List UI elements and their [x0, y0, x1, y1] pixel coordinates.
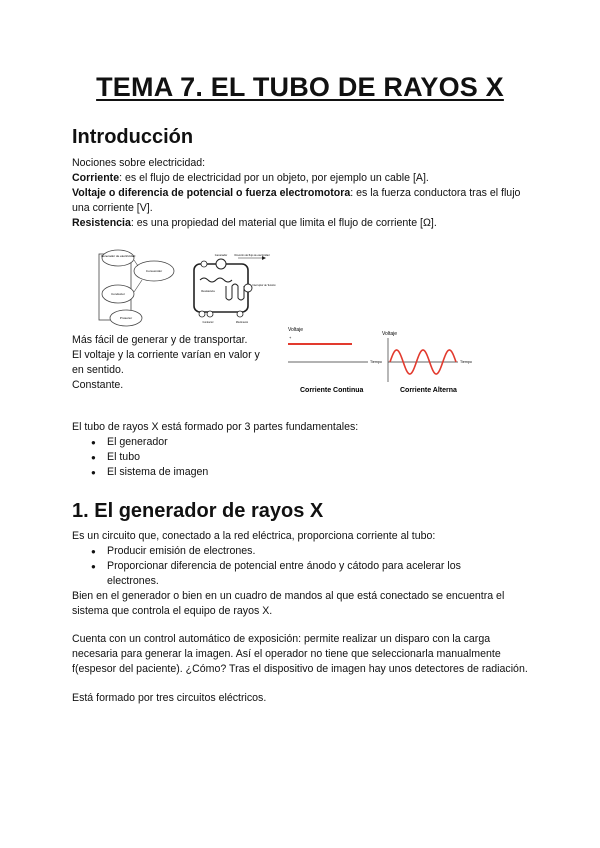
note-line: El voltaje y la corriente varían en valor y en sentido.: [72, 349, 260, 376]
dc-ac-current-figure: [282, 322, 470, 396]
circuit-label: Dirección del flujo de electricidad: [234, 254, 270, 257]
circuit-concept-diagram: [96, 246, 178, 328]
resistance-symbol: [200, 278, 232, 282]
section1-paragraph: Es un circuito que, conectado a la red eléctrica, proporciona corriente al tubo:: [72, 530, 436, 542]
svg-text:+: +: [289, 335, 292, 340]
coil-symbol: [226, 284, 244, 300]
note-line: Constante.: [72, 379, 124, 391]
circuit-label: Generador: [214, 254, 228, 257]
voltaje-term: Voltaje o diferencia de potencial o fuerza electromotora: [72, 187, 351, 199]
concept-label: Generador de electricidad: [100, 254, 136, 258]
generator-symbol: [216, 259, 226, 269]
intro-heading: Introducción: [72, 126, 194, 148]
list-item: ● El sistema de imagen: [72, 465, 492, 480]
resistencia-text: : es una propiedad del material que limita el flujo de corriente [Ω].: [130, 217, 437, 229]
parts-list: [72, 435, 492, 480]
corriente-term: Corriente: [72, 172, 120, 184]
generator-functions-list: [72, 544, 492, 589]
list-item: ● El tubo: [72, 450, 492, 465]
switch-symbol: [244, 284, 252, 292]
page-title: TEMA 7. EL TUBO DE RAYOS X: [96, 72, 504, 102]
section1-heading: 1. El generador de rayos X: [72, 500, 324, 522]
circuit-wire: [194, 264, 248, 312]
intro-paragraph: [72, 156, 532, 231]
list-item: ● Proporcionar diferencia de potencial entre ánodo y cátodo para acelerar los electrones.: [72, 559, 492, 589]
circuit-label: Movimiento: [235, 321, 249, 324]
parts-intro: El tubo de rayos X está formado por 3 partes fundamentales:: [72, 421, 359, 433]
circuit-label: Conductor: [202, 321, 214, 324]
corriente-definition: [72, 171, 532, 186]
concept-label: Protector: [119, 316, 133, 320]
dc-voltage-label: Voltaje: [288, 327, 304, 333]
concept-label: Consumidor: [145, 269, 163, 273]
section1-paragraph: Está formado por tres circuitos eléctricos.: [72, 692, 267, 704]
electric-circuit-diagram: [186, 252, 276, 326]
resistencia-term: Resistencia: [72, 217, 131, 229]
dc-caption: Corriente Continua: [300, 387, 364, 394]
corriente-text: : es el flujo de electricidad por un objeto, por ejemplo un cable [A].: [119, 172, 429, 184]
circuit-label: Resistencia: [201, 290, 215, 293]
ac-caption: Corriente Alterna: [400, 387, 457, 394]
concept-node-generator: [102, 250, 134, 266]
ac-time-label: Tiempo: [460, 360, 472, 364]
ac-voltage-label: Voltaje: [382, 331, 398, 337]
list-item: ● El generador: [72, 435, 492, 450]
circuit-label: Interruptor de Tensión: [252, 284, 276, 287]
dc-time-label: Tiempo: [370, 360, 382, 364]
section1-paragraph: Bien en el generador o bien en un cuadro de mandos al que está conectado se encuentra el sistema que controla el equipo de rayos X.: [72, 590, 505, 617]
note-line: Más fácil de generar y de transportar.: [72, 334, 248, 346]
list-item: ● Producir emisión de electrones.: [72, 544, 492, 559]
concept-label: Conductor: [111, 292, 125, 296]
voltaje-definition: [72, 186, 532, 216]
resistencia-definition: [72, 216, 532, 231]
voltaje-text: : es la fuerza conductora tras el flujo una corriente [V].: [72, 187, 521, 214]
intro-line: Nociones sobre electricidad:: [72, 157, 206, 169]
current-notes: [72, 333, 272, 393]
section1-paragraph: Cuenta con un control automático de exposición: permite realizar un disparo con la carga necesaria para generar la imagen. Así el operador no tiene que seleccionarla manualmente f(espesor del paciente). ¿Cómo? Tras el dispositivo de imagen hay unos detectores de radiación.: [72, 633, 528, 675]
